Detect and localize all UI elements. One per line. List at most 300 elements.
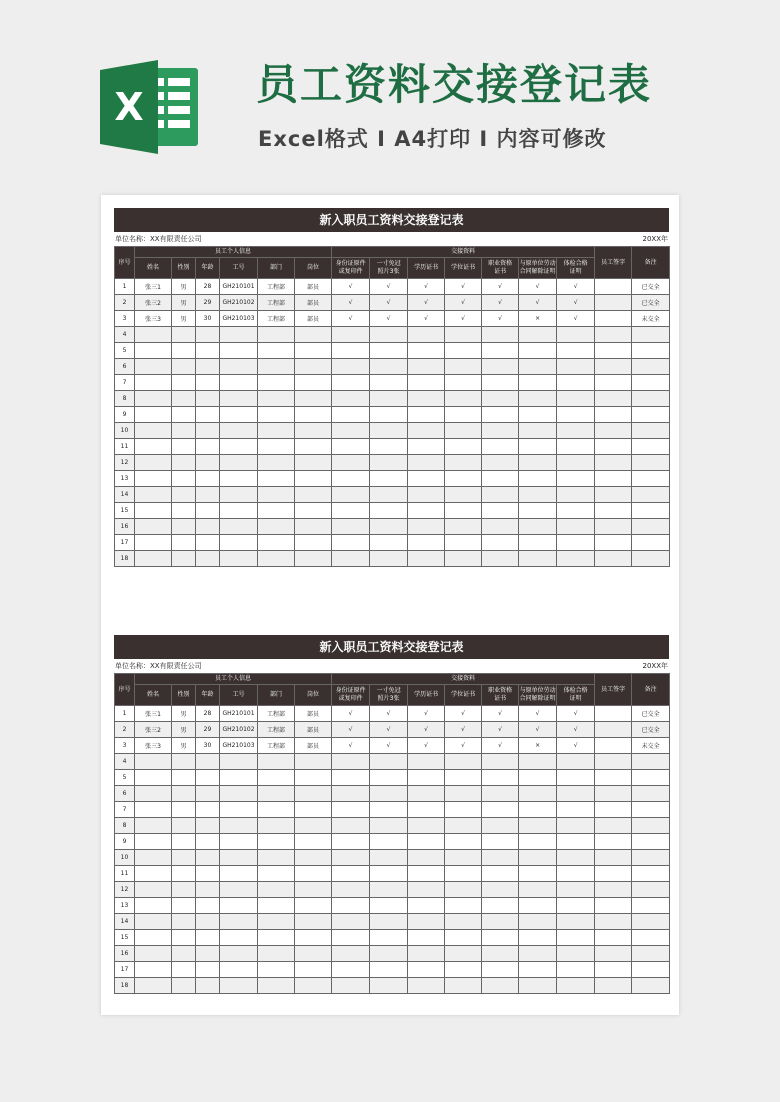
cell-doc: [370, 866, 408, 882]
cell-seq: 12: [115, 882, 135, 898]
cell-post: [295, 375, 332, 391]
cell-signature: [595, 375, 632, 391]
cell-seq: 1: [115, 706, 135, 722]
cell-doc: [482, 818, 519, 834]
cell-signature: [595, 978, 632, 994]
cell-doc: [332, 882, 370, 898]
header-line: 体检合格: [563, 260, 588, 267]
cell-seq: 17: [115, 535, 135, 551]
cell-doc: [519, 375, 557, 391]
header-doc-col: [370, 685, 408, 706]
cell-doc: [445, 834, 482, 850]
cell-post: [295, 834, 332, 850]
cell-signature: [595, 754, 632, 770]
header-line: 照片3张: [377, 695, 400, 702]
cell-doc: [332, 471, 370, 487]
table-row: [115, 295, 670, 311]
cell-id: [220, 818, 258, 834]
cell-gender: [172, 770, 196, 786]
cell-doc: [445, 978, 482, 994]
cell-gender: [172, 882, 196, 898]
cell-dept: [258, 978, 295, 994]
cell-doc: [408, 439, 445, 455]
cell-doc: √: [408, 738, 445, 754]
cell-signature: [595, 439, 632, 455]
cell-doc: [408, 802, 445, 818]
cell-doc: √: [482, 722, 519, 738]
cell-remark: [632, 850, 670, 866]
header-line: 合同解除证明: [519, 268, 556, 275]
cell-doc: [557, 946, 595, 962]
cell-dept: [258, 770, 295, 786]
cell-gender: 男: [172, 722, 196, 738]
cell-age: [196, 535, 220, 551]
cell-doc: [519, 535, 557, 551]
header-doc-col: [332, 258, 370, 279]
cell-seq: 14: [115, 914, 135, 930]
cell-id: [220, 551, 258, 567]
cell-doc: [445, 503, 482, 519]
cell-doc: [482, 343, 519, 359]
cell-doc: [332, 898, 370, 914]
header-line: 或复印件: [338, 695, 363, 702]
cell-gender: [172, 519, 196, 535]
cell-doc: √: [332, 279, 370, 295]
cell-age: [196, 327, 220, 343]
cell-doc: [519, 503, 557, 519]
cell-remark: [632, 455, 670, 471]
cell-doc: √: [445, 279, 482, 295]
cell-age: [196, 930, 220, 946]
cell-doc: [370, 834, 408, 850]
cell-doc: √: [557, 311, 595, 327]
cell-gender: [172, 407, 196, 423]
cell-doc: [482, 471, 519, 487]
cell-doc: [482, 930, 519, 946]
cell-doc: [482, 770, 519, 786]
cell-gender: [172, 391, 196, 407]
table-row: [115, 866, 670, 882]
cell-doc: [445, 930, 482, 946]
handover-table: [114, 246, 670, 567]
cell-id: [220, 391, 258, 407]
cell-gender: [172, 359, 196, 375]
cell-id: GH210102: [220, 722, 258, 738]
cell-remark: [632, 343, 670, 359]
header-personal-group: 员工个人信息: [135, 247, 332, 258]
cell-doc: √: [482, 295, 519, 311]
cell-post: [295, 754, 332, 770]
cell-doc: [519, 802, 557, 818]
cell-doc: [519, 866, 557, 882]
cell-signature: [595, 946, 632, 962]
cell-dept: [258, 439, 295, 455]
cell-remark: [632, 818, 670, 834]
cell-name: 张三2: [135, 722, 172, 738]
header-handover-group: 交接资料: [332, 674, 595, 685]
header-doc-col: [519, 685, 557, 706]
cell-signature: [595, 327, 632, 343]
cell-doc: [370, 551, 408, 567]
cell-doc: [519, 962, 557, 978]
cell-doc: [557, 882, 595, 898]
header-line: 合同解除证明: [519, 695, 556, 702]
cell-doc: [408, 327, 445, 343]
cell-doc: [332, 962, 370, 978]
cell-doc: [408, 487, 445, 503]
cell-remark: [632, 914, 670, 930]
cell-remark: [632, 391, 670, 407]
cell-doc: √: [370, 706, 408, 722]
cell-age: [196, 375, 220, 391]
cell-id: GH210102: [220, 295, 258, 311]
cell-name: [135, 439, 172, 455]
cell-remark: [632, 930, 670, 946]
cell-doc: [482, 914, 519, 930]
table-row: [115, 850, 670, 866]
cell-age: [196, 455, 220, 471]
cell-doc: [519, 834, 557, 850]
header-doc-col: [370, 258, 408, 279]
cell-signature: [595, 487, 632, 503]
cell-doc: [482, 455, 519, 471]
cell-doc: [519, 818, 557, 834]
cell-doc: [519, 359, 557, 375]
cell-remark: [632, 487, 670, 503]
cell-gender: [172, 423, 196, 439]
cell-doc: [445, 407, 482, 423]
header-col: 姓名: [135, 258, 172, 279]
cell-age: [196, 770, 220, 786]
cell-name: 张三2: [135, 295, 172, 311]
cell-id: [220, 754, 258, 770]
cell-id: GH210103: [220, 311, 258, 327]
cell-signature: [595, 706, 632, 722]
cell-dept: [258, 930, 295, 946]
cell-doc: [332, 423, 370, 439]
cell-doc: √: [519, 722, 557, 738]
cell-doc: [445, 327, 482, 343]
cell-doc: [408, 962, 445, 978]
cell-id: [220, 914, 258, 930]
cell-id: [220, 962, 258, 978]
header-col: 年龄: [196, 258, 220, 279]
cell-doc: √: [332, 295, 370, 311]
cell-doc: [482, 834, 519, 850]
cell-age: [196, 834, 220, 850]
cell-id: [220, 946, 258, 962]
cell-id: [220, 930, 258, 946]
cell-doc: √: [408, 311, 445, 327]
cell-id: [220, 802, 258, 818]
cell-name: [135, 359, 172, 375]
cell-doc: [408, 898, 445, 914]
table-row: [115, 279, 670, 295]
cell-age: [196, 519, 220, 535]
cell-doc: [370, 471, 408, 487]
header-line: 体检合格: [563, 687, 588, 694]
cell-doc: [445, 455, 482, 471]
header-personal-group: 员工个人信息: [135, 674, 332, 685]
cell-gender: [172, 898, 196, 914]
cell-dept: [258, 834, 295, 850]
year-label: 20XX年: [642, 662, 668, 670]
cell-doc: [408, 946, 445, 962]
header-col: 姓名: [135, 685, 172, 706]
cell-post: [295, 850, 332, 866]
header-remark: 备注: [632, 674, 670, 706]
cell-doc: [332, 551, 370, 567]
cell-gender: 男: [172, 295, 196, 311]
cell-age: [196, 343, 220, 359]
cell-doc: √: [408, 295, 445, 311]
table-row: [115, 802, 670, 818]
cell-doc: [408, 503, 445, 519]
cell-seq: 10: [115, 850, 135, 866]
cell-dept: [258, 898, 295, 914]
cell-signature: [595, 311, 632, 327]
cell-post: [295, 914, 332, 930]
cell-id: [220, 343, 258, 359]
cell-doc: [370, 962, 408, 978]
cell-name: 张三1: [135, 706, 172, 722]
cell-seq: 8: [115, 391, 135, 407]
cell-dept: 工程部: [258, 279, 295, 295]
header-line: 学位证书: [451, 691, 476, 698]
cell-signature: [595, 818, 632, 834]
cell-doc: [519, 519, 557, 535]
cell-name: [135, 343, 172, 359]
cell-seq: 2: [115, 295, 135, 311]
table-row: [115, 738, 670, 754]
header-line: 学历证书: [414, 691, 439, 698]
cell-seq: 18: [115, 978, 135, 994]
table-row: [115, 503, 670, 519]
cell-doc: √: [445, 722, 482, 738]
cell-doc: √: [445, 311, 482, 327]
cell-post: 部员: [295, 311, 332, 327]
cell-doc: [482, 327, 519, 343]
cell-doc: [370, 343, 408, 359]
cell-remark: [632, 423, 670, 439]
cell-doc: [482, 503, 519, 519]
cell-dept: [258, 962, 295, 978]
cell-doc: [519, 423, 557, 439]
cell-doc: [370, 914, 408, 930]
cell-post: [295, 471, 332, 487]
cell-doc: √: [557, 738, 595, 754]
cell-signature: [595, 898, 632, 914]
cell-name: [135, 802, 172, 818]
cell-doc: [408, 391, 445, 407]
header-doc-col: [408, 258, 445, 279]
cell-doc: [332, 818, 370, 834]
cell-remark: [632, 882, 670, 898]
cell-post: 部员: [295, 706, 332, 722]
cell-doc: [557, 914, 595, 930]
cell-doc: [370, 930, 408, 946]
cell-doc: [557, 535, 595, 551]
cell-post: [295, 962, 332, 978]
cell-gender: [172, 343, 196, 359]
cell-dept: [258, 786, 295, 802]
cell-doc: [557, 834, 595, 850]
cell-id: [220, 503, 258, 519]
cell-doc: [332, 535, 370, 551]
cell-post: [295, 551, 332, 567]
cell-doc: [445, 391, 482, 407]
cell-doc: [370, 754, 408, 770]
cell-dept: [258, 487, 295, 503]
cell-gender: [172, 535, 196, 551]
cell-doc: [482, 898, 519, 914]
cell-doc: [482, 551, 519, 567]
cell-name: [135, 882, 172, 898]
cell-gender: [172, 471, 196, 487]
table-row: [115, 946, 670, 962]
cell-post: [295, 930, 332, 946]
cell-doc: [557, 487, 595, 503]
cell-id: [220, 850, 258, 866]
cell-doc: [445, 343, 482, 359]
cell-doc: √: [445, 706, 482, 722]
cell-seq: 11: [115, 439, 135, 455]
cell-doc: [332, 439, 370, 455]
cell-doc: [557, 519, 595, 535]
cell-doc: [482, 391, 519, 407]
cell-doc: √: [332, 722, 370, 738]
handover-table: [114, 673, 670, 994]
cell-gender: [172, 850, 196, 866]
cell-remark: [632, 754, 670, 770]
cell-doc: [408, 850, 445, 866]
header-doc-col: [482, 258, 519, 279]
cell-id: [220, 423, 258, 439]
table-row: [115, 962, 670, 978]
cell-signature: [595, 519, 632, 535]
cell-doc: [482, 882, 519, 898]
cell-doc: √: [370, 738, 408, 754]
header-seq: 序号: [115, 247, 135, 279]
logo-letter: X: [114, 85, 144, 129]
cell-post: [295, 818, 332, 834]
cell-doc: √: [408, 279, 445, 295]
cell-doc: [370, 978, 408, 994]
cell-doc: [519, 850, 557, 866]
cell-doc: √: [370, 279, 408, 295]
cell-remark: [632, 359, 670, 375]
cell-remark: 已交全: [632, 706, 670, 722]
cell-name: [135, 503, 172, 519]
cell-gender: [172, 786, 196, 802]
cell-doc: [557, 866, 595, 882]
cell-doc: [482, 850, 519, 866]
cell-gender: 男: [172, 706, 196, 722]
cell-name: [135, 818, 172, 834]
cell-doc: [332, 786, 370, 802]
cell-doc: [332, 487, 370, 503]
unit-name: 单位名称：XX有限责任公司: [115, 662, 202, 670]
cell-id: [220, 407, 258, 423]
cell-signature: [595, 279, 632, 295]
cell-doc: [557, 503, 595, 519]
cell-doc: [332, 770, 370, 786]
cell-signature: [595, 962, 632, 978]
cell-remark: 已交全: [632, 295, 670, 311]
cell-signature: [595, 738, 632, 754]
cell-doc: [408, 770, 445, 786]
cell-name: [135, 423, 172, 439]
cell-age: [196, 962, 220, 978]
cell-name: 张三1: [135, 279, 172, 295]
cell-gender: [172, 834, 196, 850]
cell-age: [196, 439, 220, 455]
sheet-meta: [114, 232, 669, 246]
cell-doc: [332, 391, 370, 407]
cell-doc: [519, 930, 557, 946]
cell-doc: [445, 802, 482, 818]
cell-doc: [370, 535, 408, 551]
header-columns-row: [115, 258, 670, 279]
cell-doc: [370, 327, 408, 343]
cell-doc: √: [519, 279, 557, 295]
cell-dept: [258, 866, 295, 882]
cell-doc: [332, 375, 370, 391]
cell-doc: [370, 519, 408, 535]
cell-signature: [595, 882, 632, 898]
cell-post: [295, 866, 332, 882]
cell-doc: [519, 978, 557, 994]
cell-name: [135, 866, 172, 882]
header-line: 证书: [494, 695, 507, 702]
cell-doc: [482, 866, 519, 882]
banner-subtitle: Excel格式 I A4打印 I 内容可修改: [258, 127, 607, 151]
cell-gender: [172, 754, 196, 770]
cell-remark: [632, 551, 670, 567]
cell-doc: [482, 487, 519, 503]
cell-doc: √: [332, 706, 370, 722]
cell-remark: [632, 962, 670, 978]
cell-remark: 已交全: [632, 722, 670, 738]
cell-doc: √: [332, 738, 370, 754]
cell-age: 29: [196, 722, 220, 738]
table-row: [115, 706, 670, 722]
cell-doc: [370, 455, 408, 471]
table-row: [115, 471, 670, 487]
cell-age: [196, 946, 220, 962]
cell-remark: [632, 439, 670, 455]
cell-id: [220, 375, 258, 391]
cell-id: GH210101: [220, 279, 258, 295]
cell-age: [196, 850, 220, 866]
cell-doc: [557, 770, 595, 786]
cell-doc: [332, 455, 370, 471]
table-row: [115, 375, 670, 391]
table-row: [115, 914, 670, 930]
cell-age: [196, 391, 220, 407]
cell-remark: [632, 866, 670, 882]
cell-doc: [408, 834, 445, 850]
table-row: [115, 391, 670, 407]
cell-doc: [557, 802, 595, 818]
sheet-copy-1: [114, 208, 669, 567]
cell-id: GH210103: [220, 738, 258, 754]
cell-age: 30: [196, 311, 220, 327]
cell-name: [135, 471, 172, 487]
cell-doc: [557, 962, 595, 978]
cell-age: [196, 802, 220, 818]
cell-doc: [445, 770, 482, 786]
